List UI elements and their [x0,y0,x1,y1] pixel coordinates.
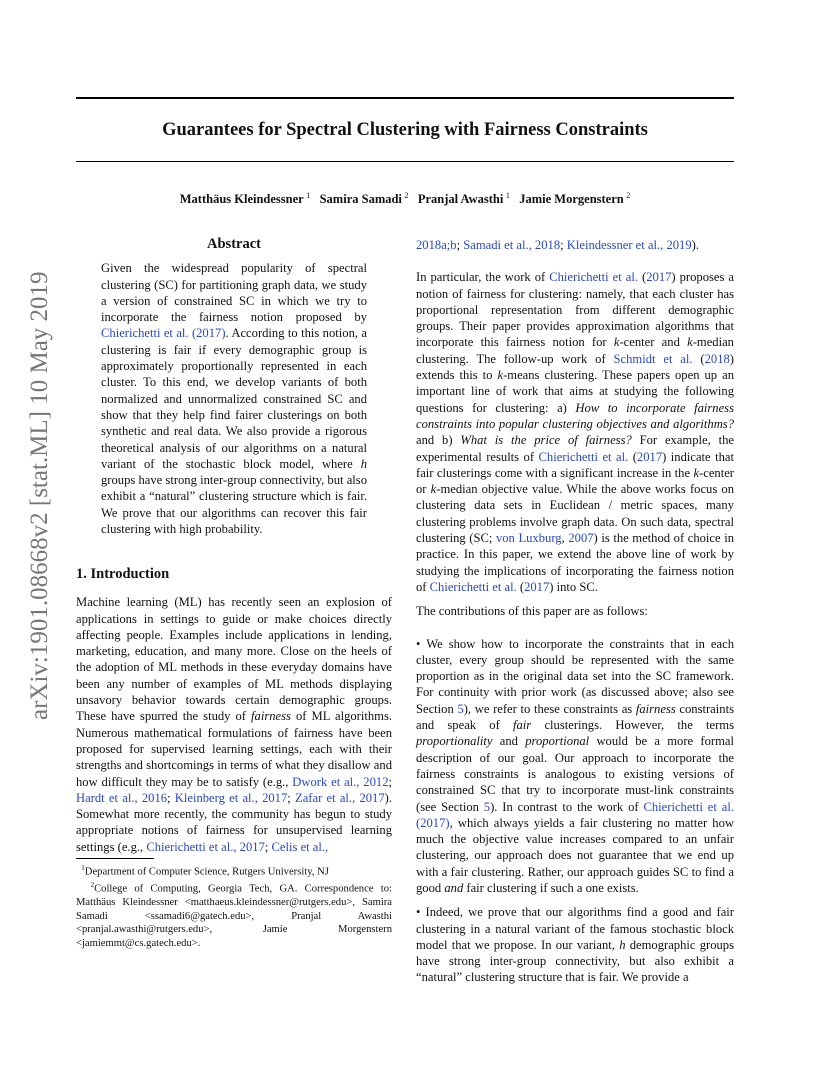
citation-link[interactable]: Chierichetti et al. [549,270,639,285]
citation-link[interactable]: Kleindessner et al., 2019 [566,238,692,252]
citation-link[interactable]: Chierichetti et al. [538,449,629,464]
section-link[interactable]: 5 [457,701,464,716]
author-name: Jamie Morgenstern [519,192,624,207]
citation-link[interactable]: Chierichetti et al., 2017 [146,839,265,854]
author-list [76,191,734,207]
footnote-1: $^1$Department of Computer Science, Rutgers University, NJ [81,864,329,878]
citation-link[interactable]: Schmidt et al. [613,351,693,366]
contribution-bullet: • Indeed, we prove that our algorithms find a good and fair clustering in a natural variant of the famous stochastic block model that we propose. In our variant, h demographic groups have strong inter-group connectivity, but also exhibit a “natural” clustering structure that is fair. We provide a [416,905,735,985]
citation-link[interactable]: Chierichetti et al. [429,579,517,594]
author-name: Pranjal Awasthi [417,192,504,207]
body-paragraph: In particular, the work of Chierichetti et al. (2017) proposes a notion of fairness for clustering: namely, that each cluster has proportional representation from different demographic groups. Their paper provides approximation algorithms that incorporate this fairness notion for k-center and k-median clustering. The follow-up work of Schmidt et al. (2018) extends this to k-means clustering. These papers open up an important line of work that aims at studying the following questions for clustering: a) How to incorporate fairness constraints into popular clustering objectives and algorithms? and b) What is the price of fairness? For example, the experimental results of Chierichetti et al. (2017) indicate that fair clusterings come with a significant increase in the k-center or k-median objective value. While the above works focus on clustering data sets in Euclidean / metric spaces, many clustering problems involve graph data. On such data, spectral clustering (SC; von Luxburg, 2007) is the method of choice in practice. In this paper, we extend the above line of work by studying the implications of incorporating the fairness notion of Chierichetti et al. (2017) into SC. [416,270,735,594]
citation-link[interactable]: 2018a;b [416,238,457,252]
author-affiliation: 2 [626,191,631,200]
contribution-bullet: • We show how to incorporate the constraints that in each cluster, every group should be represented with the same proportion as in the original data set into the SC framework. For continuity with prior work (as discussed above; also see Section 5), we refer to these constraints as fairness constraints and speak of fair clusterings. However, the terms proportionality and proportional would be a more formal description of our goal. Our approach to incorporate the fairness constraints is analogous to existing versions of constrained SC that try to incorporate must-link constraints (see Section 5). In contrast to the work of Chierichetti et al. (2017), which always yields a fair clustering no matter how much the objective value increases compared to an unfair clustering, our approach does not guarantee that we end up with a fair clustering. Rather, our approach guides SC to find a good and fair clustering if such a one exists. [416,636,734,895]
section-heading: 1. Introduction [76,566,170,582]
footnote-2: $^2$College of Computing, Georgia Tech, GA. Correspondence to: Matthäus Kleindessner <matthaeus.kleindessner@rutgers.edu>, Samira Samadi <ssamadi6@gatech.edu>, Pranjal Awasthi <pranjal.awasthi@rutgers.edu>, Jamie Morgenstern <jamiemmt@cs.gatech.edu>. [76,881,392,949]
right-column [416,237,734,986]
citation-link[interactable]: von Luxburg [495,531,562,546]
section-link[interactable]: 5 [483,799,491,814]
title-rule-top [76,97,734,99]
author-affiliation: 2 [404,191,409,200]
citation-link[interactable]: Dwork et al., 2012 [292,774,389,789]
citation-link[interactable]: Zafar et al., 2017 [295,790,385,805]
citation-link[interactable]: Celis et al., [271,839,329,854]
citation-link[interactable]: Hardt et al., 2016 [76,790,168,805]
footnote-rule [76,858,154,859]
abstract-heading: Abstract [207,236,261,252]
author-name: Samira Samadi [319,192,402,207]
citation-link[interactable]: Samadi et al., 2018 [463,238,561,252]
abstract-text: Given the widespread popularity of spectral clustering (SC) for partitioning graph data, we study a version of constrained SC in which we try to incorporate the fairness notion proposed by Chierichetti et al. (2017). According to this notion, a clustering is fair if every demographic group is approximately proportionally represented in each cluster. To this end, we develop variants of both normalized and unnormalized constrained SC and show that they help find fairer clusterings on both synthetic and real data. We also provide a rigorous theoretical analysis of our algorithms on a natural variant of the stochastic block model, where h groups have strong inter-group connectivity, but also exhibit a “natural” clustering structure which is fair. We prove that our algorithms can recover this fair clustering with high probability. [101,261,367,537]
arxiv-identifier: arXiv:1901.08668v2 [stat.ML] 10 May 2019 [26,271,53,720]
abstract-section [101,236,367,537]
footnotes [76,862,392,950]
citation-link[interactable]: Chierichetti et al. (2017) [101,326,226,341]
citation-link[interactable]: Chierichetti et al. (2017) [416,799,734,830]
author-affiliation: 1 [505,191,510,200]
author-name: Matthäus Kleindessner [179,192,304,207]
paper-title: Guarantees for Spectral Clustering with Fairness Constraints [162,120,648,140]
continued-citation-line: 2018a;b; Samadi et al., 2018; Kleindessner et al., 2019). [416,238,699,252]
citation-link[interactable]: Kleinberg et al., 2017 [174,790,288,805]
author-affiliation: 1 [306,191,311,200]
body-paragraph: The contributions of this paper are as follows: [416,604,648,619]
introduction-section [76,566,392,855]
intro-paragraph: Machine learning (ML) has recently seen an explosion of applications in settings to guide or make choices directly affecting people. Examples include applications in lending, marketing, education, and many more. Close on the heels of the adoption of ML methods in these everyday domains have been any number of examples of ML methods displaying unsavory behavior towards certain demographic groups. These have spurred the study of fairness of ML algorithms. Numerous mathematical formulations of fairness have been proposed for supervised learning settings, each with their strengths and shortcomings in terms of what they disallow and how difficult they may be to satisfy (e.g., Dwork et al., 2012; Hardt et al., 2016; Kleinberg et al., 2017; Zafar et al., 2017). Somewhat more recently, the community has begun to study appropriate notions of fairness for unsupervised learning settings (e.g., Chierichetti et al., 2017; Celis et al., [76,595,392,854]
title-rule-bottom [76,161,734,162]
